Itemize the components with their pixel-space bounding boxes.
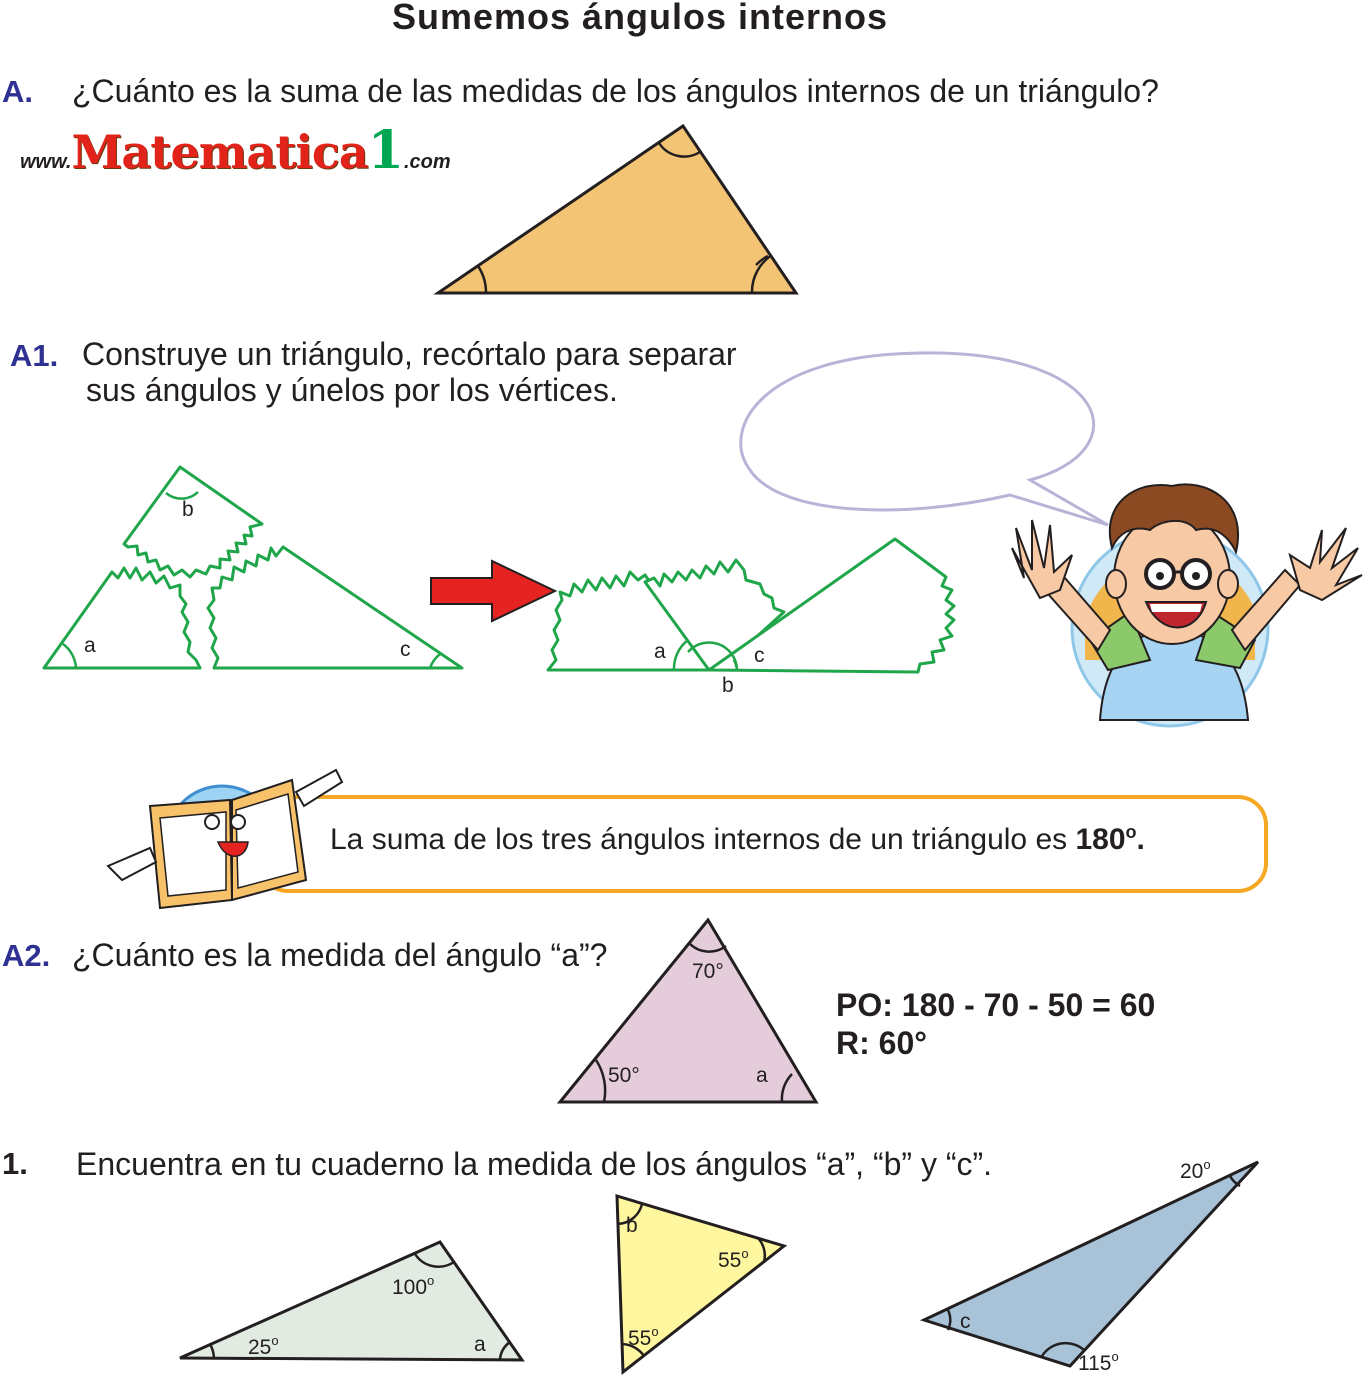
exercise-triangle-3 xyxy=(924,1162,1258,1366)
section-a-question: ¿Cuánto es la suma de las medidas de los ángulos internos de un triángulo? xyxy=(72,73,1159,109)
tri3-angle-bottom-degree: o xyxy=(1111,1349,1119,1364)
tri2-angle-right-degree: o xyxy=(741,1246,749,1261)
assembled-triangle-pieces xyxy=(548,539,954,672)
page-title: Sumemos ángulos internos xyxy=(391,0,889,37)
section-a2-question: ¿Cuánto es la medida del ángulo “a”? xyxy=(72,937,608,973)
rule-period: . xyxy=(1136,823,1145,856)
tri2-angle-right-value: 55 xyxy=(718,1249,742,1272)
tri1-angle-right: a xyxy=(474,1333,486,1356)
tri3-angle-top-degree: o xyxy=(1203,1157,1211,1172)
piece-label-c: c xyxy=(400,638,411,661)
pink-angle-left: 50° xyxy=(608,1064,640,1087)
tri2-angle-bottom-value: 55 xyxy=(628,1327,652,1350)
piece-label-a: a xyxy=(84,634,96,657)
tri3-angle-bottom-value: 115 xyxy=(1078,1352,1112,1375)
section-a-label: A. xyxy=(2,74,33,109)
tri1-angle-top-degree: o xyxy=(427,1273,435,1288)
tri2-angle-bottom-degree: o xyxy=(651,1324,659,1339)
boy-character-illustration xyxy=(1012,484,1362,726)
tri3-angle-left: c xyxy=(960,1310,971,1333)
logo-prefix: www. xyxy=(20,151,72,173)
assembled-label-a: a xyxy=(654,640,666,663)
answer-result: R: 60° xyxy=(836,1025,928,1061)
tri1-angle-left-value: 25 xyxy=(248,1336,272,1359)
exercise-1-text: Encuentra en tu cuaderno la medida de los ángulos “a”, “b” y “c”. xyxy=(76,1146,993,1182)
tri3-angle-top-value: 20 xyxy=(1180,1160,1204,1183)
exercise-1-label: 1. xyxy=(2,1146,28,1181)
exercise-triangle-1 xyxy=(180,1242,522,1360)
assembled-label-b: b xyxy=(722,674,734,697)
answer-operation: PO: 180 - 70 - 50 = 60 xyxy=(836,987,1156,1023)
section-a1-line1: Construye un triángulo, recórtalo para separar xyxy=(82,336,737,372)
orange-triangle xyxy=(438,126,796,293)
tri1-angle-top-value: 100 xyxy=(392,1276,428,1299)
logo-brand: Matematica xyxy=(71,125,368,179)
rule-value: 180 xyxy=(1075,823,1126,856)
tri1-angle-left-degree: o xyxy=(271,1333,279,1348)
red-arrow-icon xyxy=(431,561,555,621)
rule-degree: o xyxy=(1125,822,1137,842)
book-mascot-illustration xyxy=(108,770,342,908)
speech-bubble xyxy=(741,353,1108,525)
logo-number: 1 xyxy=(367,120,404,181)
assembled-label-c: c xyxy=(754,644,765,667)
logo-suffix: .com xyxy=(403,151,451,173)
tri3-angle-top xyxy=(1180,1157,1211,1183)
tri3-angle-bottom xyxy=(1078,1349,1119,1375)
section-a1-line2: sus ángulos y únelos por los vértices. xyxy=(86,372,618,408)
pink-angle-top: 70° xyxy=(692,960,724,983)
pink-triangle xyxy=(560,920,816,1102)
section-a2-label: A2. xyxy=(2,938,51,973)
pink-angle-right: a xyxy=(756,1064,768,1087)
piece-label-b: b xyxy=(182,498,194,521)
section-a1-label: A1. xyxy=(10,338,59,373)
tri2-angle-top: b xyxy=(626,1214,638,1237)
rule-statement: La suma de los tres ángulos internos de un triángulo es xyxy=(330,823,1076,856)
